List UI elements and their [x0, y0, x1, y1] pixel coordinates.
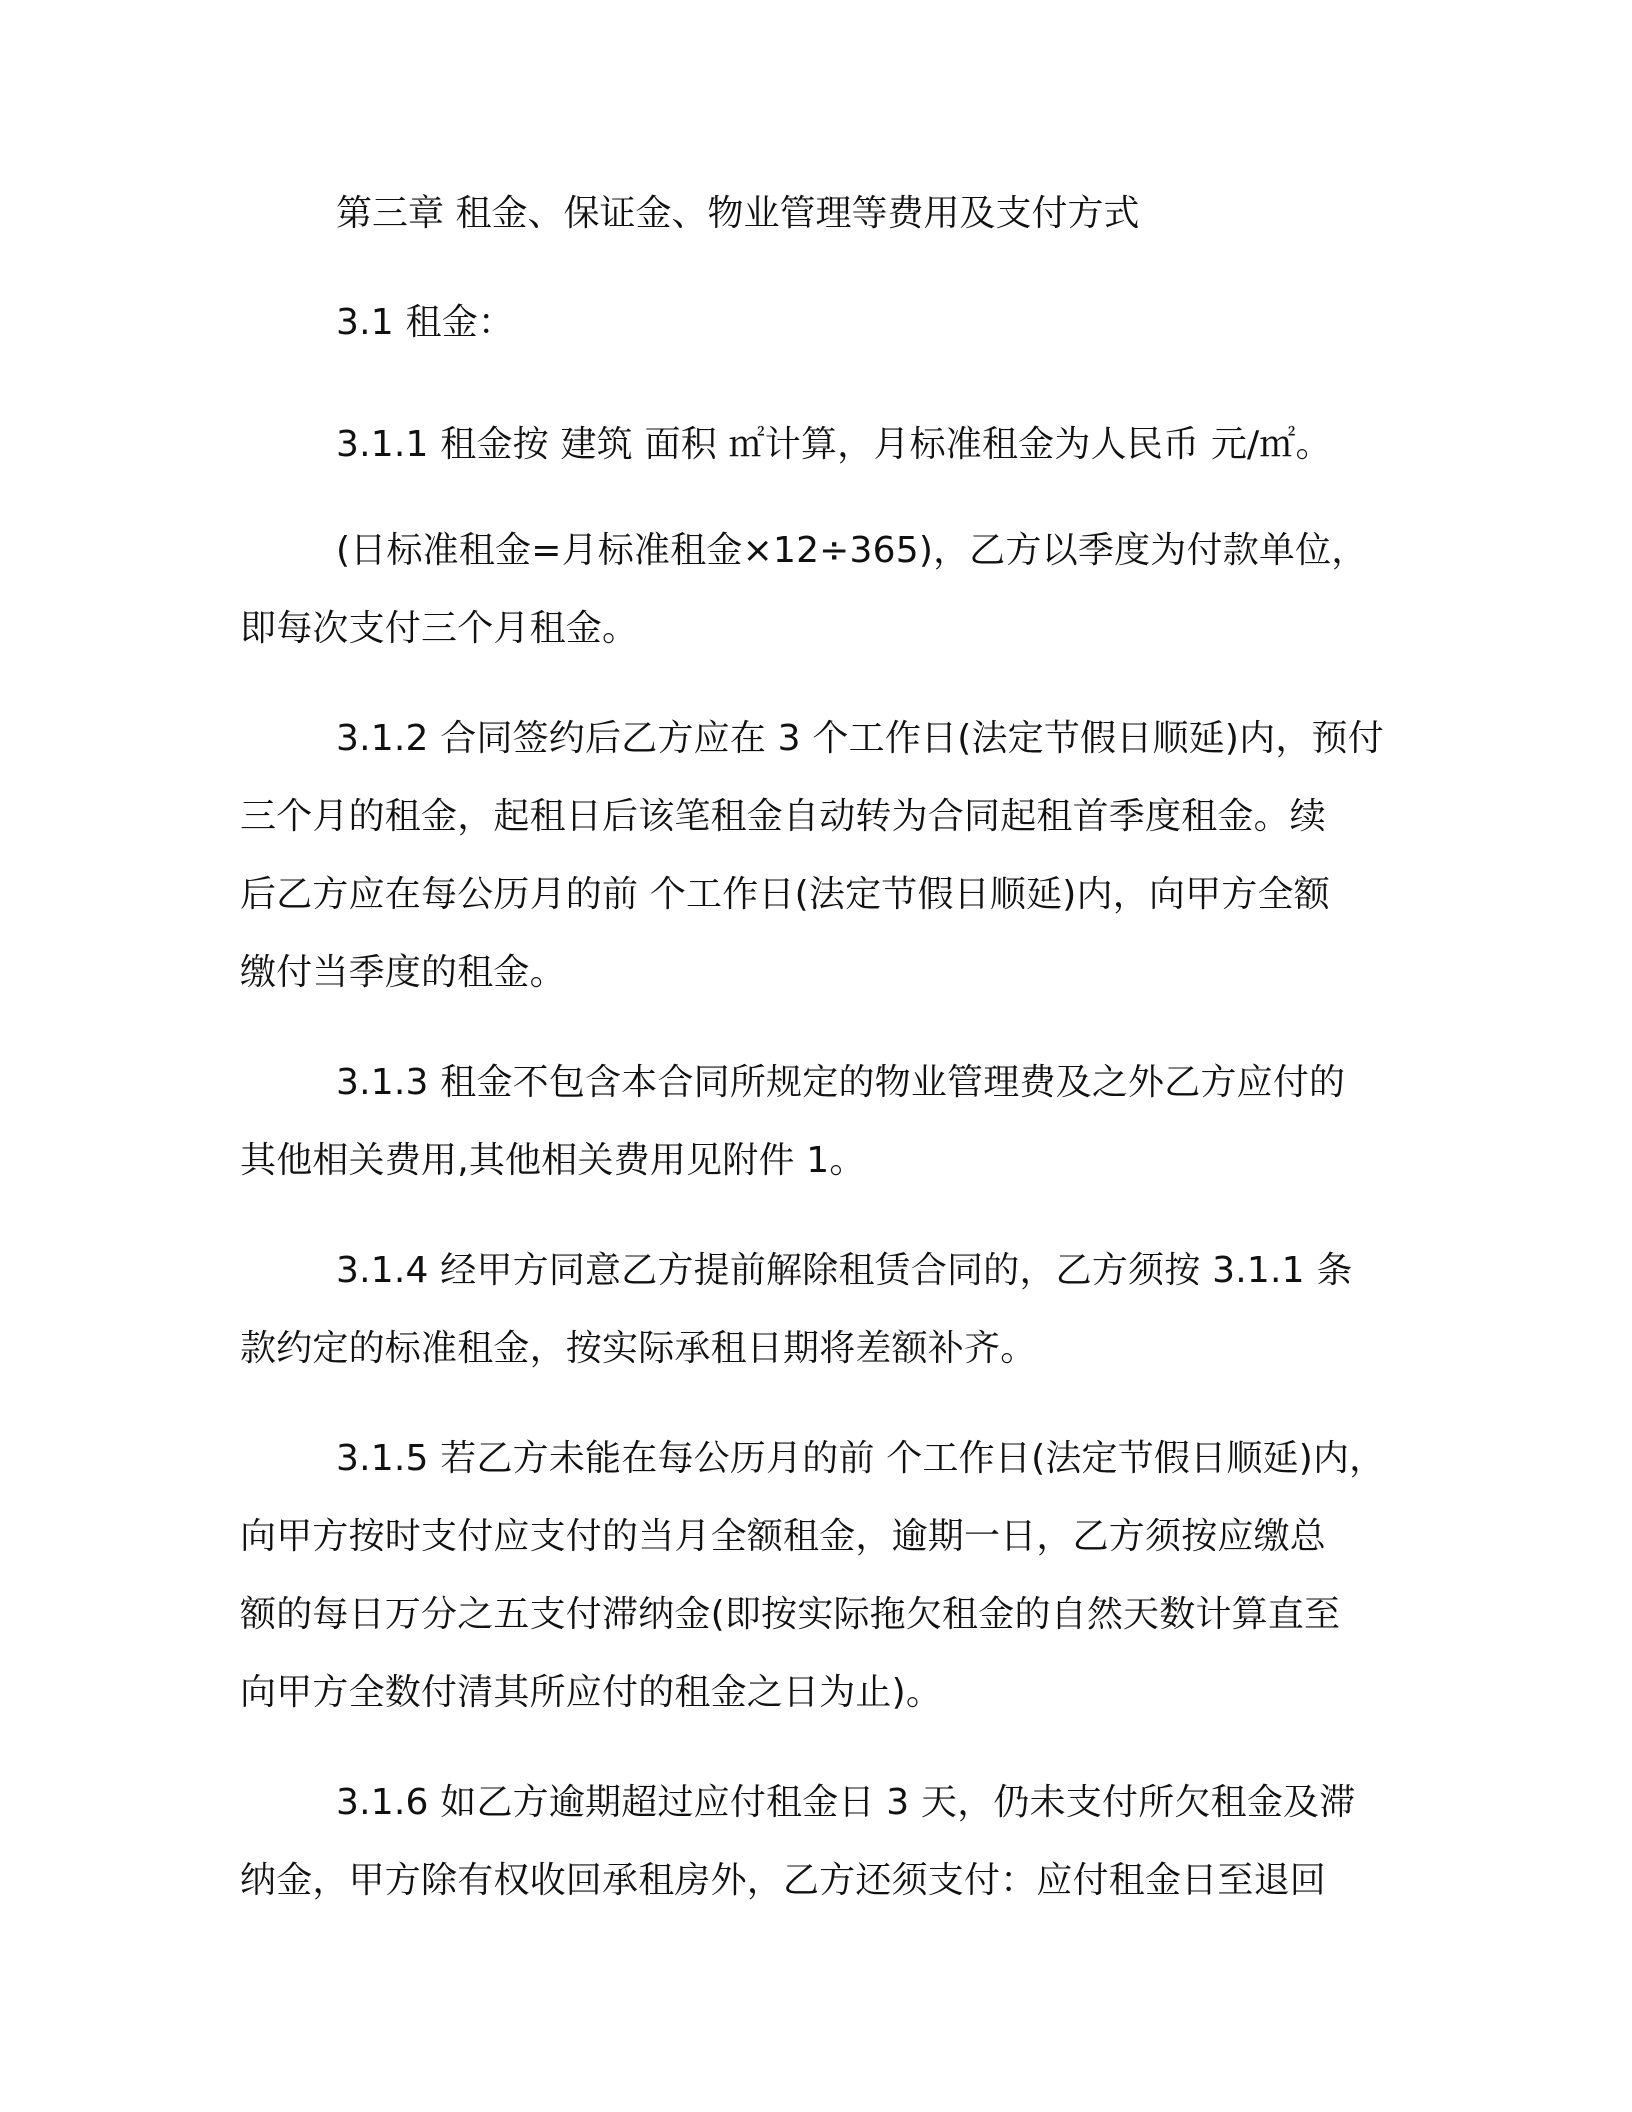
paragraph-3-1-1 — [240, 406, 1380, 484]
paragraph-line: 即每次支付三个月租金。 — [240, 608, 639, 649]
paragraph-3-1-5 — [240, 1420, 1386, 1732]
paragraph-line: 3.1 租金： — [336, 302, 515, 343]
paragraph-line: 向甲方按时支付应支付的当月全额租金，逾期一日，乙方须按应缴总 — [240, 1516, 1327, 1557]
paragraph-line: 3.1.6 如乙方逾期超过应付租金日 3 天，仍未支付所欠租金及滞 — [336, 1782, 1356, 1823]
paragraph-daily-rent — [240, 512, 1380, 668]
paragraph-3-1-2 — [240, 700, 1384, 1012]
paragraph-line: (日标准租金=月标准租金×12÷365)，乙方以季度为付款单位， — [336, 530, 1368, 571]
paragraph-line: 3.1.5 若乙方未能在每公历月的前 个工作日(法定节假日顺延)内， — [336, 1438, 1386, 1479]
paragraph-line: 3.1.1 租金按 建筑 面积 ㎡计算，月标准租金为人民币 元/㎡。 — [336, 424, 1332, 465]
paragraph-3-1-3 — [240, 1044, 1380, 1200]
paragraph-3-1-6 — [240, 1764, 1380, 1920]
paragraph-line: 3.1.2 合同签约后乙方应在 3 个工作日(法定节假日顺延)内，预付 — [336, 718, 1384, 759]
paragraph-line: 3.1.4 经甲方同意乙方提前解除租赁合同的，乙方须按 3.1.1 条 — [336, 1250, 1353, 1291]
paragraph-line: 纳金，甲方除有权收回承租房外，乙方还须支付：应付租金日至退回 — [240, 1860, 1327, 1901]
paragraph-line: 额的每日万分之五支付滞纳金(即按实际拖欠租金的自然天数计算直至 — [240, 1594, 1341, 1635]
paragraph-line: 3.1.3 租金不包含本合同所规定的物业管理费及之外乙方应付的 — [336, 1062, 1346, 1103]
document-body — [240, 188, 1386, 1952]
paragraph-line: 后乙方应在每公历月的前 个工作日(法定节假日顺延)内，向甲方全额 — [240, 874, 1330, 915]
paragraph-line: 款约定的标准租金，按实际承租日期将差额补齐。 — [240, 1328, 1037, 1369]
paragraph-line: 向甲方全数付清其所应付的租金之日为止)。 — [240, 1672, 943, 1713]
paragraph-line: 其他相关费用,其他相关费用见附件 1。 — [240, 1140, 866, 1181]
chapter-heading: 第三章 租金、保证金、物业管理等费用及支付方式 — [336, 193, 1140, 234]
paragraph-3-1 — [240, 284, 1380, 362]
paragraph-line: 三个月的租金，起租日后该笔租金自动转为合同起租首季度租金。续 — [240, 796, 1327, 837]
paragraph-3-1-4 — [240, 1232, 1380, 1388]
paragraph-line: 缴付当季度的租金。 — [240, 952, 566, 993]
